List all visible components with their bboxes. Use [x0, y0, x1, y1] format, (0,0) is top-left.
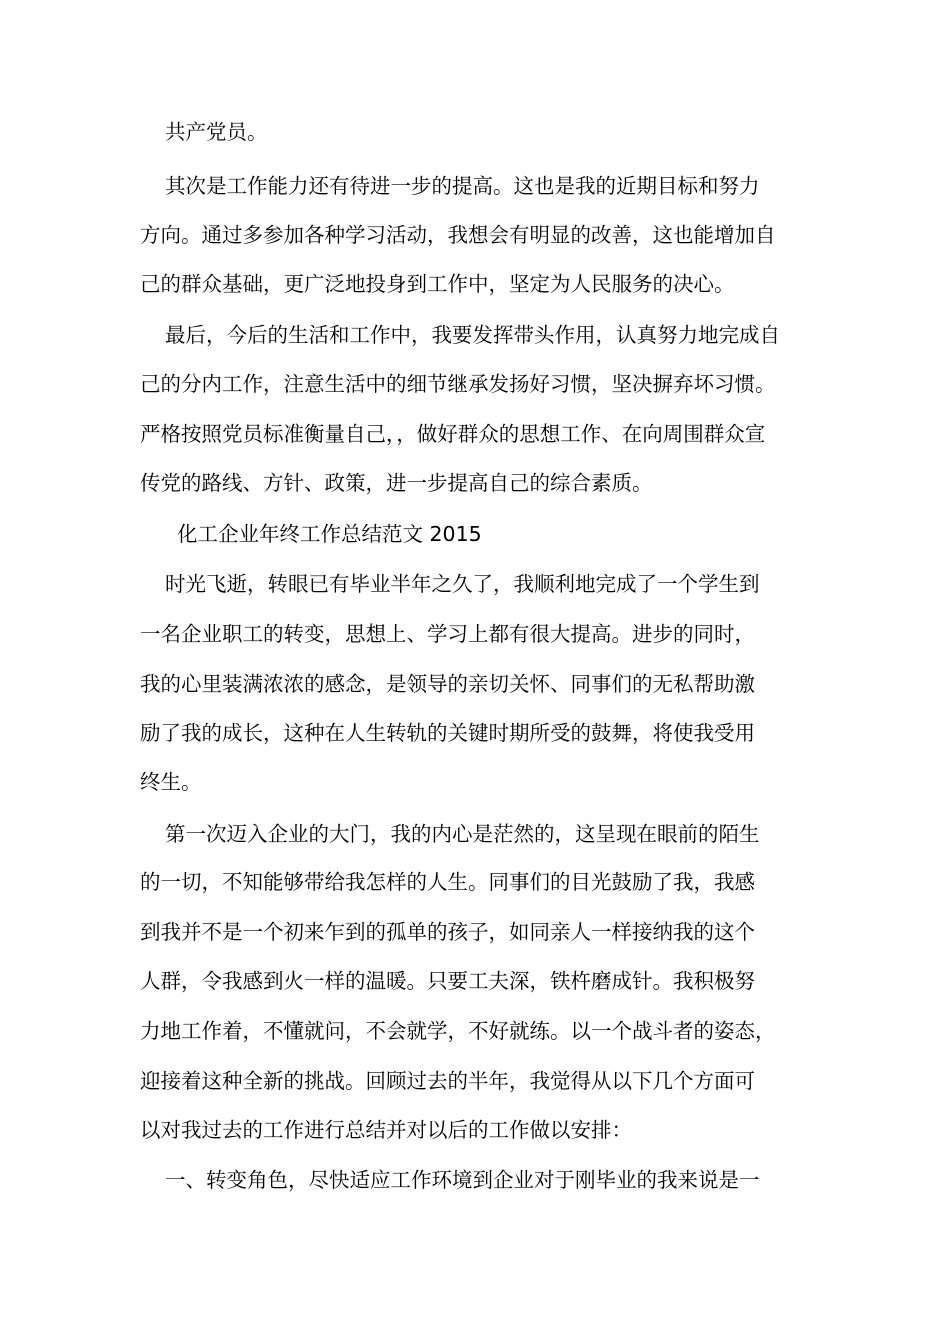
- text-line: 最后，今后的生活和工作中，我要发挥带头作用，认真努力地完成自: [165, 323, 780, 347]
- text-line: 终生。: [140, 770, 202, 794]
- section-heading: 化工企业年终工作总结范文 2015: [177, 522, 482, 546]
- text-line: 以对我过去的工作进行总结并对以后的工作做以安排：: [140, 1118, 632, 1142]
- text-line: 励了我的成长，这种在人生转轨的关键时期所受的鼓舞，将使我受用: [140, 721, 755, 745]
- text-line: 时光飞逝，转眼已有毕业半年之久了，我顺利地完成了一个学生到: [165, 572, 760, 596]
- text-line: 力地工作着，不懂就问，不会就学，不好就练。以一个战斗者的姿态，: [140, 1019, 776, 1043]
- text-line: 其次是工作能力还有待进一步的提高。这也是我的近期目标和努力: [165, 174, 760, 198]
- text-line: 到我并不是一个初来乍到的孤单的孩子，如同亲人一样接纳我的这个: [140, 920, 755, 944]
- text-line: 严格按照党员标准衡量自己，，做好群众的思想工作、在向周围群众宣: [140, 422, 766, 446]
- text-line: 一名企业职工的转变，思想上、学习上都有很大提高。进步的同时，: [140, 622, 755, 646]
- text-line: 第一次迈入企业的大门，我的内心是茫然的，这呈现在眼前的陌生: [165, 822, 760, 846]
- text-line: 己的群众基础，更广泛地投身到工作中，坚定为人民服务的决心。: [140, 272, 735, 296]
- text-line: 传党的路线、方针、政策，进一步提高自己的综合素质。: [140, 471, 653, 495]
- text-line: 方向。通过多参加各种学习活动，我想会有明显的改善，这也能增加自: [140, 223, 776, 247]
- text-line: 迎接着这种全新的挑战。回顾过去的半年，我觉得从以下几个方面可: [140, 1069, 755, 1093]
- text-line: 己的分内工作，注意生活中的细节继承发扬好习惯，坚决摒弃坏习惯。: [140, 372, 776, 396]
- text-line: 我的心里装满浓浓的感念，是领导的亲切关怀、同事们的无私帮助激: [140, 672, 755, 696]
- text-line: 共产党员。: [165, 120, 268, 144]
- text-line: 的一切，不知能够带给我怎样的人生。同事们的目光鼓励了我，我感: [140, 870, 755, 894]
- text-line: 人群，令我感到火一样的温暖。只要工夫深，铁杵磨成针。我积极努: [140, 969, 755, 993]
- text-line: 一、转变角色，尽快适应工作环境到企业对于刚毕业的我来说是一: [165, 1168, 760, 1192]
